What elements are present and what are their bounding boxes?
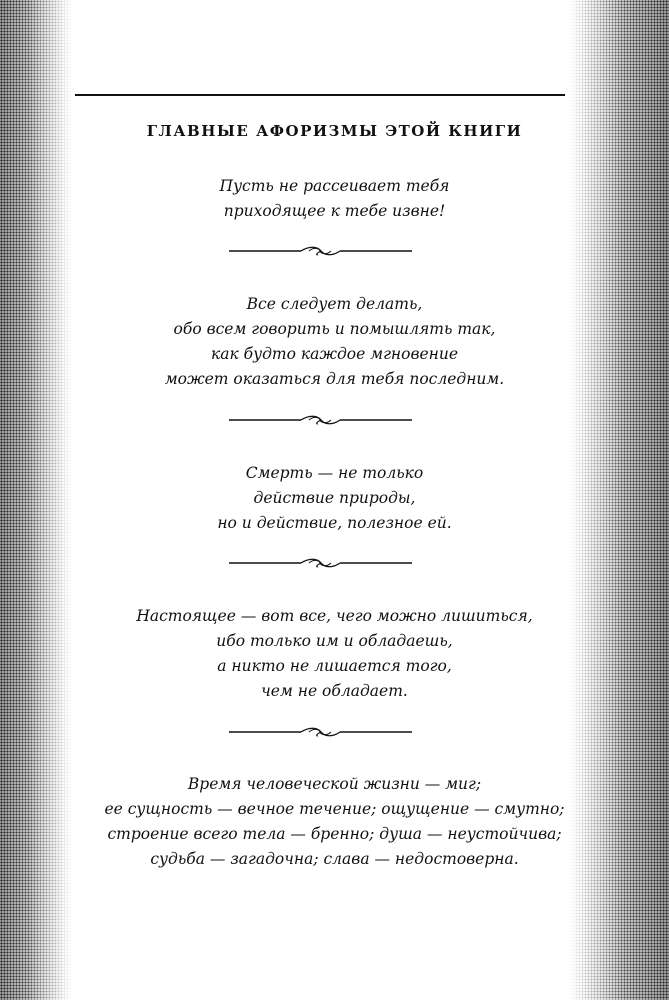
aphorism-line: но и действие, полезное ей. (217, 514, 452, 532)
flourish-divider-icon (229, 243, 412, 259)
aphorism-line: строение всего тела — бренно; душа — неустойчива; (107, 825, 562, 843)
aphorism-line: судьба — загадочна; слава — недостоверна. (150, 850, 519, 868)
aphorism-line: приходящее к тебе извне! (223, 202, 446, 220)
flourish-divider-icon (229, 412, 412, 428)
aphorism-5 (0, 772, 669, 872)
aphorism-line: а никто не лишается того, (217, 657, 452, 675)
aphorism-line: чем не обладает. (261, 682, 408, 700)
aphorism-4 (0, 604, 669, 704)
page-heading: ГЛАВНЫЕ АФОРИЗМЫ ЭТОЙ КНИГИ (146, 122, 523, 140)
aphorism-line: Настоящее — вот все, чего можно лишиться, (136, 607, 533, 625)
flourish-divider-icon (229, 724, 412, 740)
aphorism-2 (0, 292, 669, 392)
aphorism-1 (0, 174, 669, 224)
aphorism-line: действие природы, (253, 489, 416, 507)
aphorism-line: обо всем говорить и помышлять так, (173, 320, 496, 338)
aphorism-line: Все следует делать, (246, 295, 423, 313)
aphorism-line: как будто каждое мгновение (210, 345, 459, 363)
aphorism-line: ее сущность — вечное течение; ощущение — смутно; (104, 800, 565, 818)
aphorism-line: Смерть — не только (245, 464, 424, 482)
aphorism-3 (0, 461, 669, 536)
aphorism-line: ибо только им и обладаешь, (216, 632, 453, 650)
top-rule (75, 94, 565, 96)
aphorism-line: может оказаться для тебя последним. (164, 370, 505, 388)
aphorism-line: Пусть не рассеивает тебя (219, 177, 450, 195)
flourish-divider-icon (229, 555, 412, 571)
aphorism-line: Время человеческой жизни — миг; (187, 775, 482, 793)
